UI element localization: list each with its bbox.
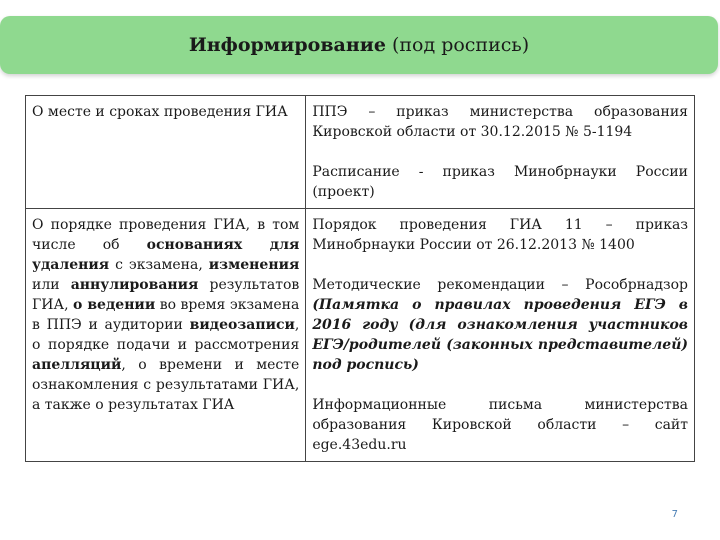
row1-left-cell	[26, 96, 306, 209]
text-fragment: с экзамена,	[109, 257, 209, 273]
row1-left-text: О месте и сроках проведения ГИА	[32, 104, 288, 120]
row2-right-p2	[312, 275, 688, 375]
title-rest: (под роспись)	[391, 34, 530, 56]
table-row	[26, 209, 695, 462]
bold-fragment: о ведении	[73, 297, 156, 313]
table-row	[26, 96, 695, 209]
bold-italic-fragment: (Памятка о правилах проведения ЕГЭ в 2016 году (для ознакомления участников ЕГЭ/родителей (законных представителей) под роспись)	[312, 297, 688, 373]
bold-fragment: основаниях для удаления	[32, 237, 300, 273]
info-table	[25, 95, 695, 462]
page-number: 7	[671, 509, 678, 520]
text-fragment: , о порядке подачи и рассмотрения	[32, 317, 300, 353]
row2-right-cell	[306, 209, 695, 462]
title-bold: Информирование	[188, 34, 386, 56]
text-fragment: или	[32, 277, 71, 293]
row2-left-text	[32, 215, 299, 415]
text-fragment: , о времени и месте ознакомления с результатами ГИА, а также о результатах ГИА	[32, 357, 300, 413]
bold-fragment: аннулирования	[70, 277, 199, 293]
text-fragment: Методические рекомендации – Рособрнадзор	[312, 277, 688, 293]
bold-fragment: изменения	[208, 257, 300, 273]
row1-right-p2: Расписание - приказ Минобрнауки России (проект)	[312, 164, 688, 200]
row2-right-p3: Информационные письма министерства образования Кировской области – сайт ege.43edu.ru	[312, 397, 688, 453]
row2-right-p1: Порядок проведения ГИА 11 – приказ Минобрнауки России от 26.12.2013 № 1400	[312, 217, 688, 253]
text-fragment: О порядке проведения ГИА, в том числе об	[32, 217, 300, 253]
text-fragment: во время экзамена в ППЭ и аудитории	[32, 297, 300, 333]
bold-fragment: видеозаписи	[189, 317, 295, 333]
row1-right-p1: ППЭ – приказ министерства образования Кировской области от 30.12.2015 № 5-1194	[312, 104, 688, 140]
row1-right-cell	[306, 96, 695, 209]
row2-left-cell	[26, 209, 306, 462]
text-fragment: результатов ГИА,	[32, 277, 300, 313]
bold-fragment: апелляций	[32, 357, 122, 373]
slide-title-banner	[0, 16, 718, 74]
